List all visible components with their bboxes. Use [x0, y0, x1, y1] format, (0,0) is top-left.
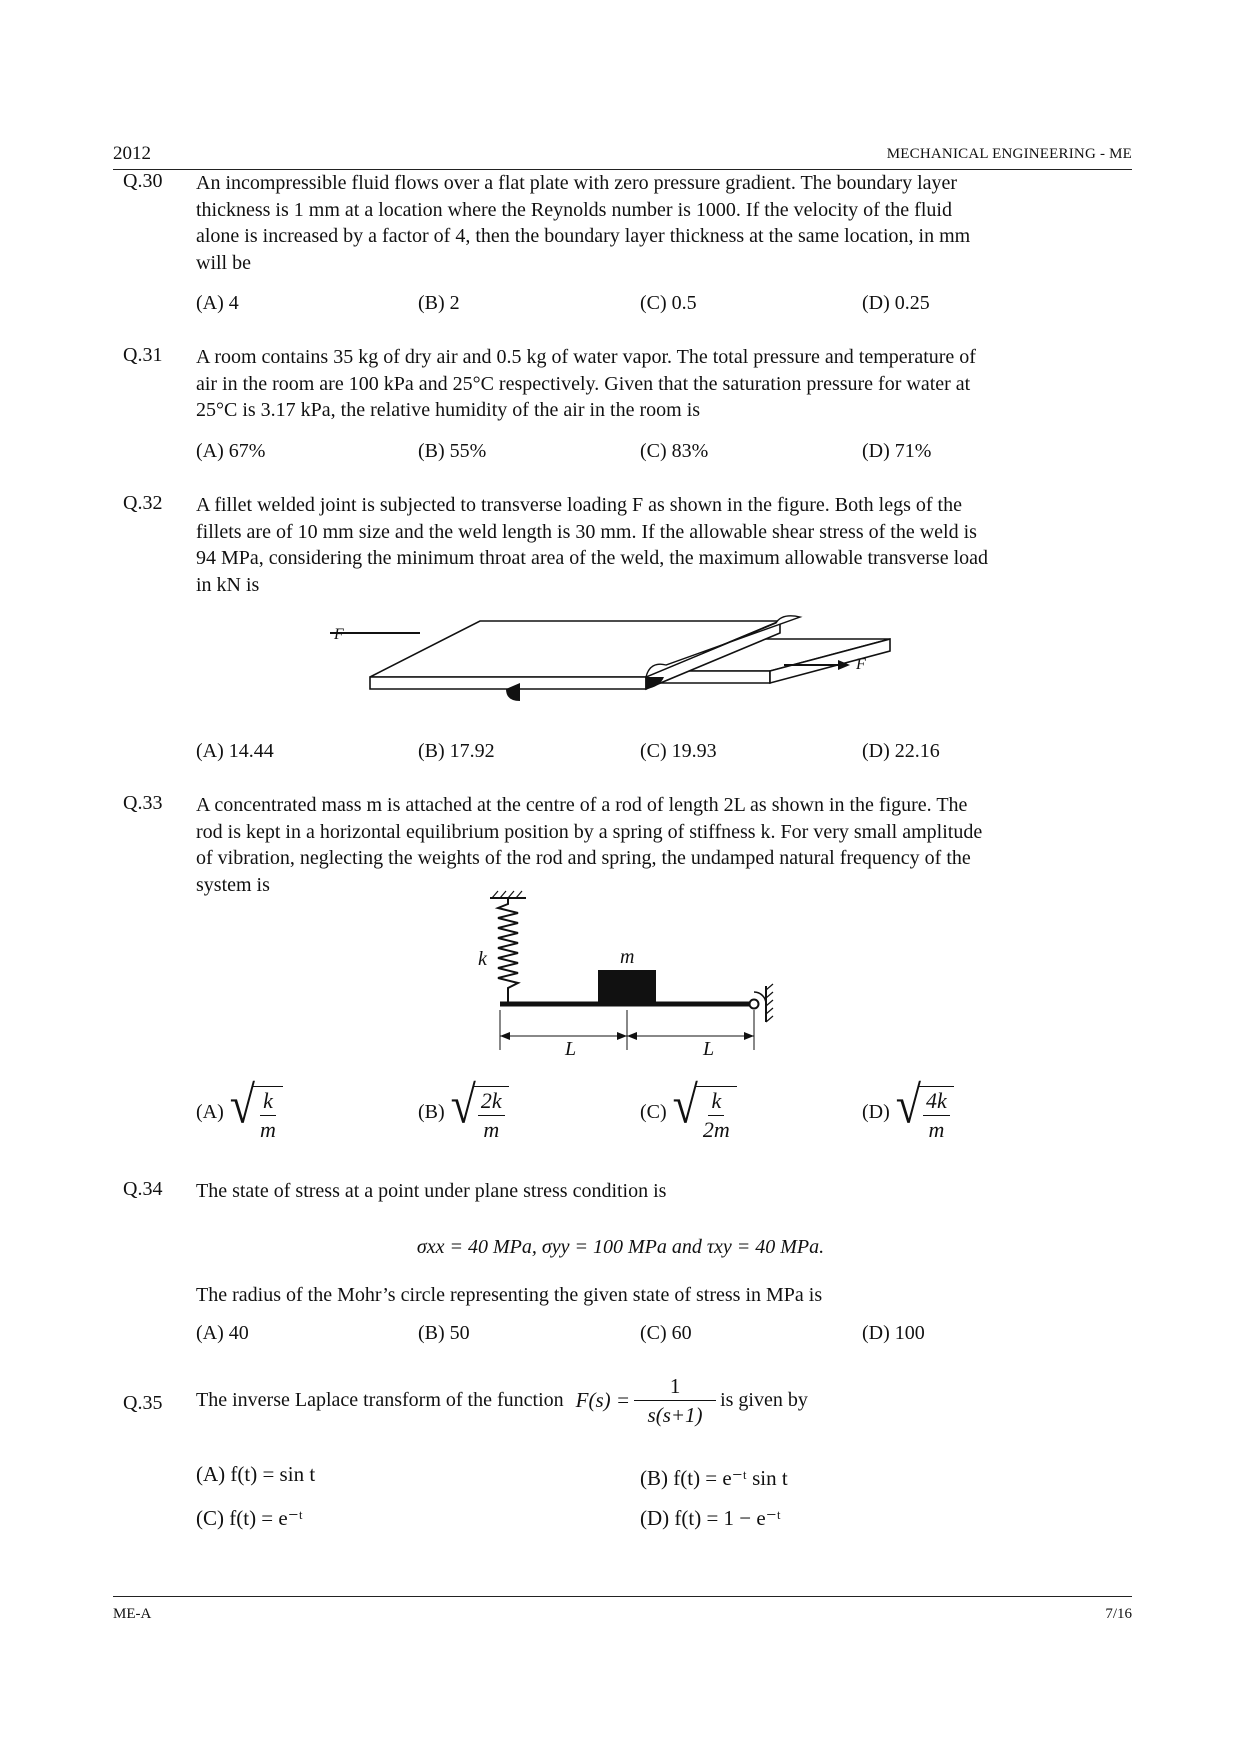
q31-option-a: (A) 67% — [196, 440, 266, 462]
q34-line2: The radius of the Mohr’s circle representing the given state of stress in MPa is — [196, 1284, 823, 1306]
pivot-pin — [750, 1000, 759, 1009]
q33-option-a-den: m — [260, 1117, 276, 1142]
q32-option-a: (A) 14.44 — [196, 740, 274, 762]
q33-number: Q.33 — [123, 792, 163, 814]
spring-support-hatch — [492, 891, 522, 898]
q33-option-d-den: m — [928, 1117, 945, 1142]
dim-arrow-1 — [500, 1032, 510, 1040]
q33-option-c-den: 2m — [702, 1117, 730, 1142]
q31-number: Q.31 — [123, 344, 163, 366]
q33-option-b — [418, 1075, 509, 1144]
q32-line1: A fillet welded joint is subjected to transverse loading F as shown in the figure. Both legs of the — [196, 494, 962, 516]
q32-option-c: (C) 19.93 — [640, 740, 717, 762]
footer-divider — [113, 1596, 1132, 1597]
q33-option-b-den: m — [483, 1117, 500, 1142]
fillet-weld-figure — [330, 615, 910, 715]
spring-stiffness-label: k — [478, 948, 487, 970]
spring-mass-rod-figure — [470, 890, 790, 1060]
q34-stress-state — [0, 1236, 1241, 1259]
q33-option-b-label: (B) — [418, 1100, 445, 1123]
header-subject: MECHANICAL ENGINEERING - ME — [886, 146, 1132, 162]
q30-option-a: (A) 4 — [196, 292, 239, 314]
header-year: 2012 — [113, 143, 151, 164]
q34-option-c: (C) 60 — [640, 1322, 692, 1344]
q32-line3: 94 MPa, considering the minimum throat area of the weld, the maximum allowable transverse load — [196, 547, 989, 569]
q35-option-d: (D) f(t) = 1 − e⁻ᵗ — [640, 1506, 781, 1530]
q32-option-d: (D) 22.16 — [862, 740, 940, 762]
q30-text — [196, 170, 1122, 276]
force-label-left: F — [334, 626, 344, 643]
q33-option-b-radical: √ $\frac{2k}{m}$ — [451, 1080, 509, 1144]
q35-option-a: (A) f(t) = sin t — [196, 1462, 316, 1486]
q35-option-b: (B) f(t) = e⁻ᵗ sin t — [640, 1466, 788, 1490]
dim-arrow-2 — [617, 1032, 627, 1040]
q33-option-d — [862, 1075, 954, 1144]
q35-func-num: 1 — [634, 1372, 716, 1401]
q33-option-a-num: k — [260, 1087, 276, 1116]
q33-option-a-label: (A) — [196, 1100, 224, 1123]
q32-number: Q.32 — [123, 492, 163, 514]
q35-text-before: The inverse Laplace transform of the function — [196, 1389, 564, 1411]
q30-number: Q.30 — [123, 170, 163, 192]
q30-line1: An incompressible fluid flows over a flat plate with zero pressure gradient. The boundary layer — [196, 172, 958, 194]
footer-page-number: 7/16 — [1105, 1606, 1132, 1622]
q35-option-c: (C) f(t) = e⁻ᵗ — [196, 1506, 303, 1530]
q31-text — [196, 344, 1122, 424]
q30-line4: will be — [196, 251, 251, 274]
q35-func-fraction — [634, 1372, 716, 1429]
q31-line3: 25°C is 3.17 kPa, the relative humidity of the air in the room is — [196, 399, 701, 421]
force-label-right: F — [856, 656, 866, 673]
q30-line3: alone is increased by a factor of 4, then the boundary layer thickness at the same location, in mm — [196, 225, 971, 247]
q33-option-a-radical: √ $\frac{k}{m}$ — [230, 1080, 283, 1144]
q31-line1: A room contains 35 kg of dry air and 0.5 kg of water vapor. The total pressure and temperature of — [196, 346, 976, 368]
q31-option-c: (C) 83% — [640, 440, 709, 462]
q33-text — [196, 792, 1122, 898]
q30-option-d: (D) 0.25 — [862, 292, 930, 314]
pivot-wall-hatch — [766, 984, 773, 1022]
q34-option-d: (D) 100 — [862, 1322, 925, 1344]
length-label-right: L — [703, 1038, 715, 1060]
q33-option-c-radical: √ $\frac{k}{2m}$ — [673, 1080, 737, 1144]
q33-line3: of vibration, neglecting the weights of the rod and spring, the undamped natural frequency of the — [196, 847, 971, 869]
q34-number: Q.34 — [123, 1178, 163, 1200]
q33-option-d-radical: √ $\frac{4k}{m}$ — [896, 1080, 954, 1144]
q32-text — [196, 492, 1122, 598]
q33-option-b-num: 2k — [478, 1087, 505, 1116]
q33-option-c-label: (C) — [640, 1100, 667, 1123]
q32-line4: in kN is — [196, 573, 260, 596]
q34-option-a: (A) 40 — [196, 1322, 249, 1344]
q33-option-a — [196, 1075, 283, 1144]
q33-option-d-num: 4k — [923, 1087, 950, 1116]
q31-option-d: (D) 71% — [862, 440, 932, 462]
q33-option-c-num: k — [708, 1087, 724, 1116]
q34-line1: The state of stress at a point under plane stress condition is — [196, 1180, 667, 1202]
mass-block — [598, 970, 656, 1004]
dim-arrow-4 — [744, 1032, 754, 1040]
q35-text-after: is given by — [720, 1389, 808, 1411]
top-plate-front — [370, 677, 646, 689]
q33-option-c — [640, 1075, 737, 1144]
q35-number: Q.35 — [123, 1392, 163, 1414]
spring — [498, 898, 518, 1002]
q35-func-lhs: F(s) = — [575, 1388, 631, 1412]
q30-option-c: (C) 0.5 — [640, 292, 697, 314]
q32-line2: fillets are of 10 mm size and the weld length is 30 mm. If the allowable shear stress of the weld is — [196, 520, 977, 543]
mass-label: m — [620, 946, 635, 968]
q31-line2: air in the room are 100 kPa and 25°C respectively. Given that the saturation pressure for water at — [196, 372, 971, 395]
q33-line2: rod is kept in a horizontal equilibrium position by a spring of stiffness k. For very small amplitude — [196, 820, 983, 843]
q35-func-den: s(s+1) — [647, 1403, 703, 1427]
q33-line1: A concentrated mass m is attached at the centre of a rod of length 2L as shown in the figure. The — [196, 794, 968, 816]
footer-code: ME-A — [113, 1606, 152, 1622]
length-label-left: L — [565, 1038, 577, 1060]
q34-stress-values: σxx = 40 MPa, σyy = 100 MPa and τxy = 40 MPa. — [416, 1236, 825, 1258]
q30-line2: thickness is 1 mm at a location where the Reynolds number is 1000. If the velocity of the fluid — [196, 198, 952, 221]
dim-arrow-3 — [627, 1032, 637, 1040]
q35-text — [196, 1372, 808, 1429]
q34-option-b: (B) 50 — [418, 1322, 470, 1344]
q33-line4: system is — [196, 873, 270, 896]
q31-option-b: (B) 55% — [418, 440, 487, 462]
q33-option-d-label: (D) — [862, 1100, 890, 1123]
q30-option-b: (B) 2 — [418, 292, 460, 314]
q32-option-b: (B) 17.92 — [418, 740, 495, 762]
